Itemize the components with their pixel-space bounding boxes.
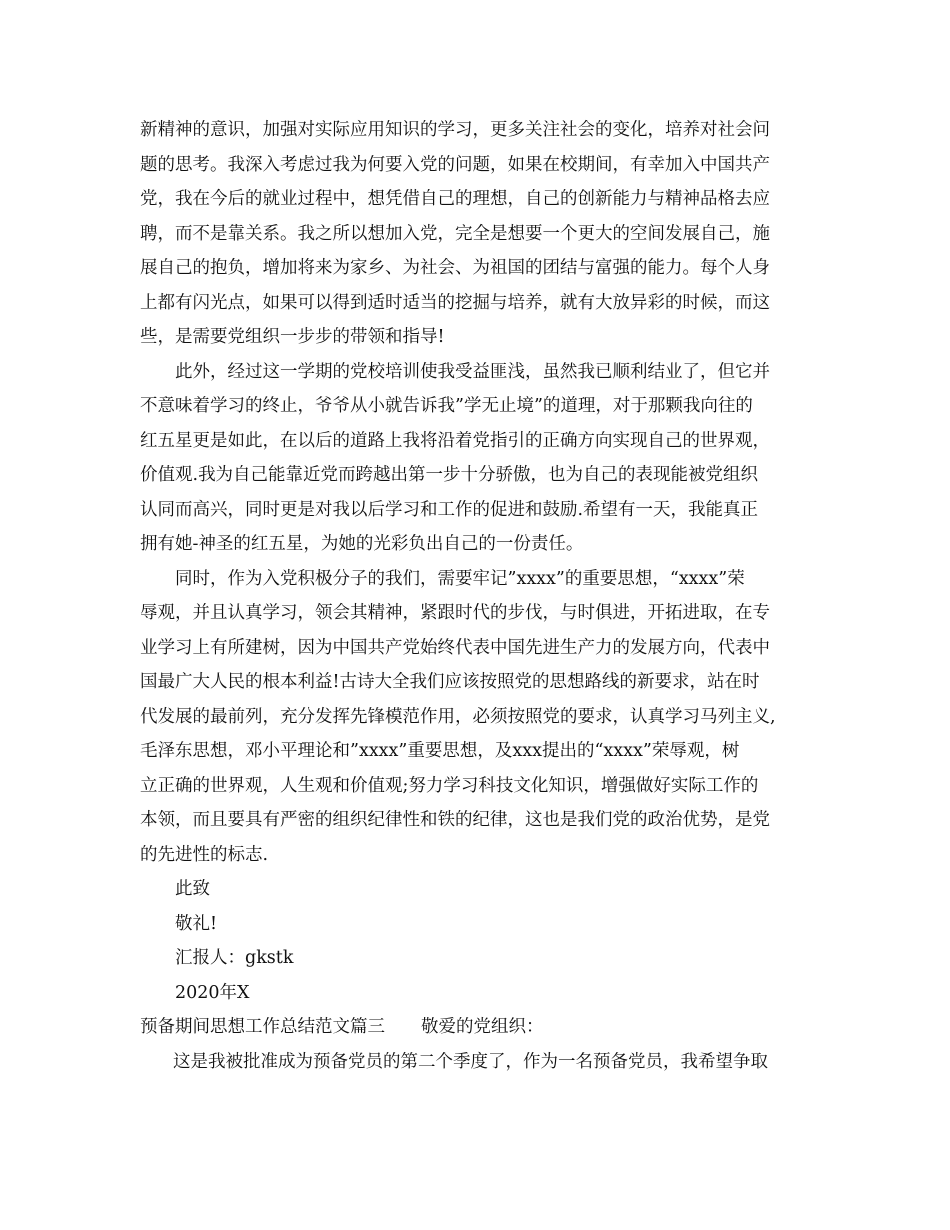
body-line: 毛泽东思想，邓小平理论和”xxxx”重要思想，及xxx提出的“xxxx”荣辱观，树 bbox=[140, 741, 740, 761]
closing-salutation-1: 此致 bbox=[175, 879, 210, 899]
body-line: 国最广大人民的根本利益!古诗大全我们应该按照党的思想路线的新要求，站在时 bbox=[140, 672, 760, 692]
closing-salutation-2: 敬礼! bbox=[175, 913, 218, 934]
paragraph-start-line: 此外，经过这一学期的党校培训使我受益匪浅，虽然我已顺利结业了，但它并 bbox=[175, 361, 770, 382]
body-line: 展自己的抱负，增加将来为家乡、为社会、为祖国的团结与富强的能力。每个人身 bbox=[140, 258, 770, 278]
body-line: 辱观，并且认真学习，领会其精神，紧跟时代的步伐，与时俱进，开拓进取，在专 bbox=[140, 603, 770, 623]
section-title: 预备期间思想工作总结范文篇三 bbox=[140, 1017, 385, 1037]
body-line: 题的思考。我深入考虑过我为何要入党的问题，如果在校期间，有幸加入中国共产 bbox=[140, 154, 770, 175]
section-heading-line bbox=[140, 1010, 830, 1045]
paragraph-start-line: 同时，作为入党积极分子的我们，需要牢记”xxxx”的重要思想，“xxxx”荣 bbox=[175, 568, 745, 589]
section-greeting: 敬爱的党组织： bbox=[421, 1017, 544, 1037]
body-line: 价值观.我为自己能靠近党而跨越出第一步十分骄傲，也为自己的表现能被党组织 bbox=[140, 465, 759, 485]
reporter-signature: 汇报人：gkstk bbox=[175, 948, 294, 968]
body-line: 新精神的意识，加强对实际应用知识的学习，更多关注社会的变化，培养对社会问 bbox=[140, 120, 770, 140]
body-line: 代发展的最前列，充分发挥先锋模范作用，必须按照党的要求，认真学习马列主义, bbox=[140, 706, 776, 727]
body-line: 些，是需要党组织一步步的带领和指导! bbox=[140, 327, 445, 347]
body-line: 不意味着学习的终止，爷爷从小就告诉我”学无止境”的道理，对于那颗我向往的 bbox=[140, 396, 753, 416]
body-line: 业学习上有所建树，因为中国共产党始终代表中国先进生产力的发展方向，代表中 bbox=[140, 637, 770, 658]
body-line: 认同而高兴，同时更是对我以后学习和工作的促进和鼓励.希望有一天，我能真正 bbox=[140, 499, 759, 520]
body-line: 聘，而不是靠关系。我之所以想加入党，完全是想要一个更大的空间发展自己，施 bbox=[140, 223, 770, 244]
body-line: 的先进性的标志. bbox=[140, 844, 269, 865]
body-line: 党，我在今后的就业过程中，想凭借自己的理想，自己的创新能力与精神品格去应 bbox=[140, 189, 770, 209]
signature-date: 2020年X bbox=[175, 982, 250, 1003]
body-line: 拥有她-神圣的红五星，为她的光彩负出自己的一份责任。 bbox=[140, 534, 584, 554]
body-line: 立正确的世界观，人生观和价值观;努力学习科技文化知识，增强做好实际工作的 bbox=[140, 775, 759, 796]
body-line: 本领，而且要具有严密的组织纪律性和铁的纪律，这也是我们党的政治优势，是党 bbox=[140, 810, 770, 830]
body-line: 红五星更是如此，在以后的道路上我将沿着党指引的正确方向实现自己的世界观， bbox=[140, 430, 770, 451]
document-body bbox=[140, 113, 830, 1079]
body-line: 上都有闪光点，如果可以得到适时适当的挖掘与培养，就有大放异彩的时候，而这 bbox=[140, 292, 770, 313]
section-first-line: 这是我被批准成为预备党员的第二个季度了，作为一名预备党员，我希望争取 bbox=[173, 1051, 768, 1072]
